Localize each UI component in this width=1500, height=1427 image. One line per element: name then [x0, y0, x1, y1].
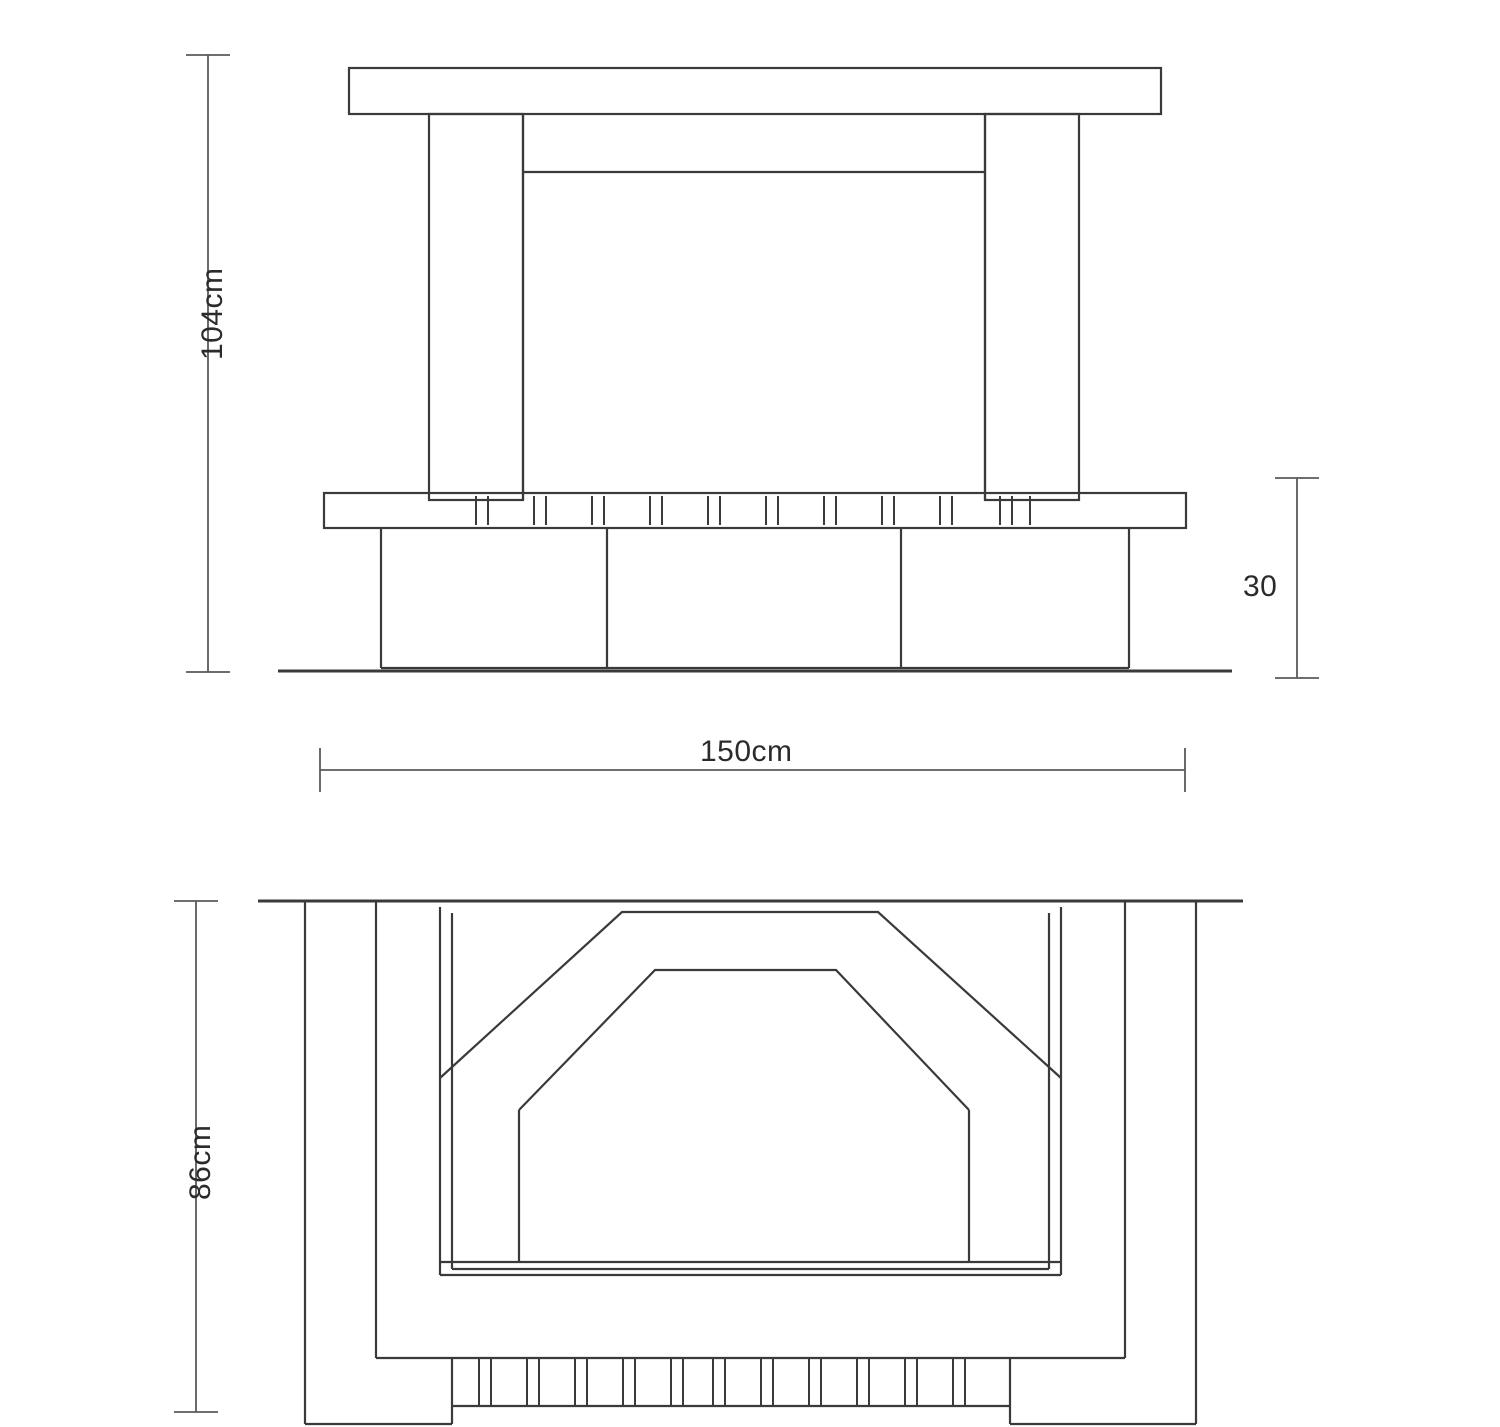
dimension-label-depth: 86cm	[184, 1124, 217, 1200]
dimension-label-height: 104cm	[196, 267, 229, 360]
plan-firebox-splay-outer	[440, 912, 1061, 1078]
plan-firebox-splay-inner	[519, 970, 969, 1110]
grate-bars-elevation	[476, 496, 1030, 525]
mantel-shelf	[349, 68, 1161, 114]
dimension-label-hearth-height: 30	[1243, 570, 1278, 603]
left-pilaster	[429, 114, 523, 500]
dimension-line-hearth	[1275, 478, 1319, 678]
hearth-slab	[324, 493, 1186, 528]
dimension-label-width: 150cm	[700, 735, 793, 768]
right-pilaster	[985, 114, 1079, 500]
dimension-line-height	[186, 55, 230, 672]
grate-bars-plan	[479, 1358, 965, 1406]
